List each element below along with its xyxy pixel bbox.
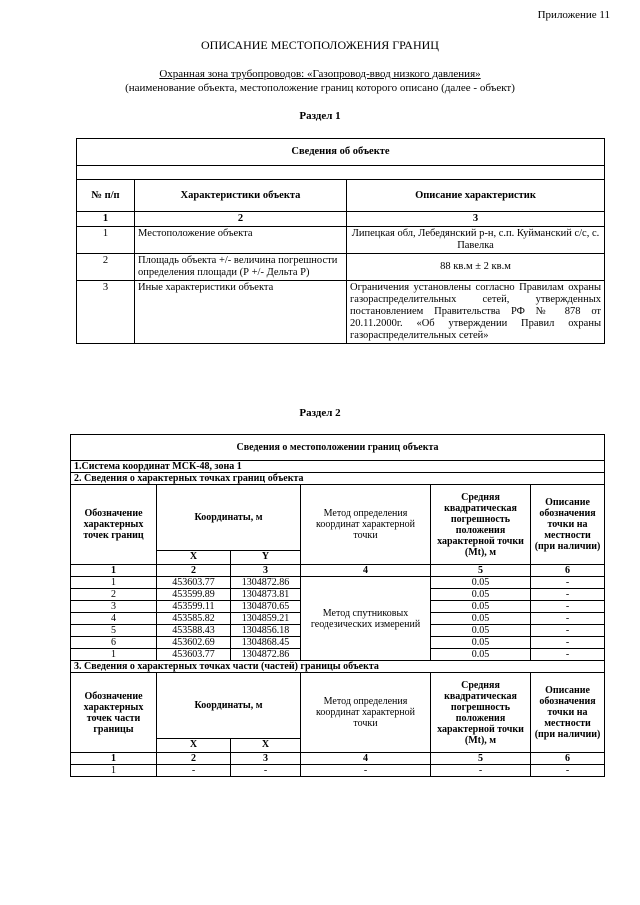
document-title: ОПИСАНИЕ МЕСТОПОЛОЖЕНИЯ ГРАНИЦ	[201, 38, 439, 52]
index-cell: 5	[431, 565, 531, 577]
point-description: -	[531, 637, 605, 649]
point-number: 5	[71, 625, 157, 637]
row-description: Липецкая обл, Лебедянский р-н, с.п. Куйманский с/с, с. Павелка	[347, 227, 605, 254]
point-y: 1304856.18	[231, 625, 301, 637]
part-points-section-title: 3. Сведения о характерных точках части (частей) границы объекта	[71, 661, 605, 673]
part-point-method: -	[301, 765, 431, 777]
table-row	[71, 765, 605, 777]
part-point-number: 1	[71, 765, 157, 777]
boundary-table-title: Сведения о местоположении границ объекта	[71, 435, 605, 461]
index-cell: 2	[157, 753, 231, 765]
boundary-table	[70, 434, 605, 777]
part-point-x: -	[157, 765, 231, 777]
coords-header: Координаты, м	[157, 485, 301, 551]
point-x: 453588.43	[157, 625, 231, 637]
index-cell: 6	[531, 565, 605, 577]
row-description: 88 кв.м ± 2 кв.м	[347, 254, 605, 281]
table-row	[77, 227, 605, 254]
table-row	[77, 254, 605, 281]
object-info-table	[76, 138, 605, 344]
row-characteristic: Местоположение объекта	[135, 227, 347, 254]
row-num: 2	[77, 254, 135, 281]
part-point-description: -	[531, 765, 605, 777]
part-point-y: -	[231, 765, 301, 777]
point-number: 3	[71, 601, 157, 613]
index-cell: 1	[71, 753, 157, 765]
point-accuracy: 0.05	[431, 613, 531, 625]
index-cell: 6	[531, 753, 605, 765]
index-cell: 4	[301, 565, 431, 577]
point-description: -	[531, 625, 605, 637]
part-point-accuracy: -	[431, 765, 531, 777]
point-description-header: Описание обозначения точки на местности (при наличии)	[531, 485, 605, 565]
index-cell: 2	[135, 212, 347, 227]
point-x: 453602.69	[157, 637, 231, 649]
point-description: -	[531, 613, 605, 625]
point-y: 1304868.45	[231, 637, 301, 649]
part-method-header: Метод определения координат характерной точки	[301, 673, 431, 753]
point-description: -	[531, 577, 605, 589]
point-y: 1304872.86	[231, 577, 301, 589]
point-x: 453603.77	[157, 577, 231, 589]
method-cell: Метод спутниковых геодезических измерений	[301, 577, 431, 661]
col-num-header: № п/п	[77, 180, 135, 212]
point-y: 1304872.86	[231, 649, 301, 661]
point-header: Обозначение характерных точек границ	[71, 485, 157, 565]
part-x-header: X	[157, 739, 231, 753]
points-section-title: 2. Сведения о характерных точках границ объекта	[71, 473, 605, 485]
point-accuracy: 0.05	[431, 601, 531, 613]
point-accuracy: 0.05	[431, 637, 531, 649]
y-header: Y	[231, 551, 301, 565]
accuracy-header: Средняя квадратическая погрешность положения характерной точки (Mt), м	[431, 485, 531, 565]
part-coords-header: Координаты, м	[157, 673, 301, 739]
part-accuracy-header: Средняя квадратическая погрешность положения характерной точки (Mt), м	[431, 673, 531, 753]
x-header: X	[157, 551, 231, 565]
object-name: Охранная зона трубопроводов: «Газопровод-ввод низкого давления»	[159, 68, 481, 80]
object-name-caption: (наименование объекта, местоположение границ которого описано (далее - объект)	[125, 82, 515, 94]
point-description: -	[531, 601, 605, 613]
point-number: 4	[71, 613, 157, 625]
index-cell: 3	[347, 212, 605, 227]
point-accuracy: 0.05	[431, 625, 531, 637]
index-cell: 4	[301, 753, 431, 765]
row-characteristic: Иные характеристики объекта	[135, 281, 347, 344]
col-description-header: Описание характеристик	[347, 180, 605, 212]
point-y: 1304859.21	[231, 613, 301, 625]
appendix-label: Приложение 11	[537, 9, 610, 21]
table-row	[77, 281, 605, 344]
point-description: -	[531, 589, 605, 601]
point-accuracy: 0.05	[431, 589, 531, 601]
point-number: 1	[71, 577, 157, 589]
object-table-title: Сведения об объекте	[77, 139, 605, 166]
index-cell: 3	[231, 753, 301, 765]
col-characteristic-header: Характеристики объекта	[135, 180, 347, 212]
point-y: 1304873.81	[231, 589, 301, 601]
row-characteristic: Площадь объекта +/- величина погрешности определения площади (Р +/- Дельта Р)	[135, 254, 347, 281]
spacer-row	[77, 166, 605, 180]
index-cell: 1	[71, 565, 157, 577]
index-cell: 5	[431, 753, 531, 765]
row-num: 1	[77, 227, 135, 254]
part-point-description-header: Описание обозначения точки на местности (при наличии)	[531, 673, 605, 753]
point-number: 2	[71, 589, 157, 601]
point-number: 6	[71, 637, 157, 649]
point-x: 453599.11	[157, 601, 231, 613]
index-cell: 3	[231, 565, 301, 577]
part-x2-header: X	[231, 739, 301, 753]
row-description: Ограничения установлены согласно Правилам охраны газораспределительных сетей, утвержденных постановлением Правительства РФ № 878 от 20.11.2000г. «Об утверждении Правил охраны газораспределительных сетей»	[347, 281, 605, 344]
row-num: 3	[77, 281, 135, 344]
point-accuracy: 0.05	[431, 577, 531, 589]
point-x: 453599.89	[157, 589, 231, 601]
method-header: Метод определения координат характерной точки	[301, 485, 431, 565]
table-row	[71, 577, 605, 589]
point-description: -	[531, 649, 605, 661]
section-2-label: Раздел 2	[299, 407, 341, 419]
part-point-header: Обозначение характерных точек части границы	[71, 673, 157, 753]
index-cell: 2	[157, 565, 231, 577]
point-y: 1304870.65	[231, 601, 301, 613]
index-cell: 1	[77, 212, 135, 227]
section-1-label: Раздел 1	[299, 110, 341, 122]
coordinate-system: 1.Система координат МСК-48, зона 1	[71, 461, 605, 473]
point-accuracy: 0.05	[431, 649, 531, 661]
point-number: 1	[71, 649, 157, 661]
point-x: 453603.77	[157, 649, 231, 661]
point-x: 453585.82	[157, 613, 231, 625]
